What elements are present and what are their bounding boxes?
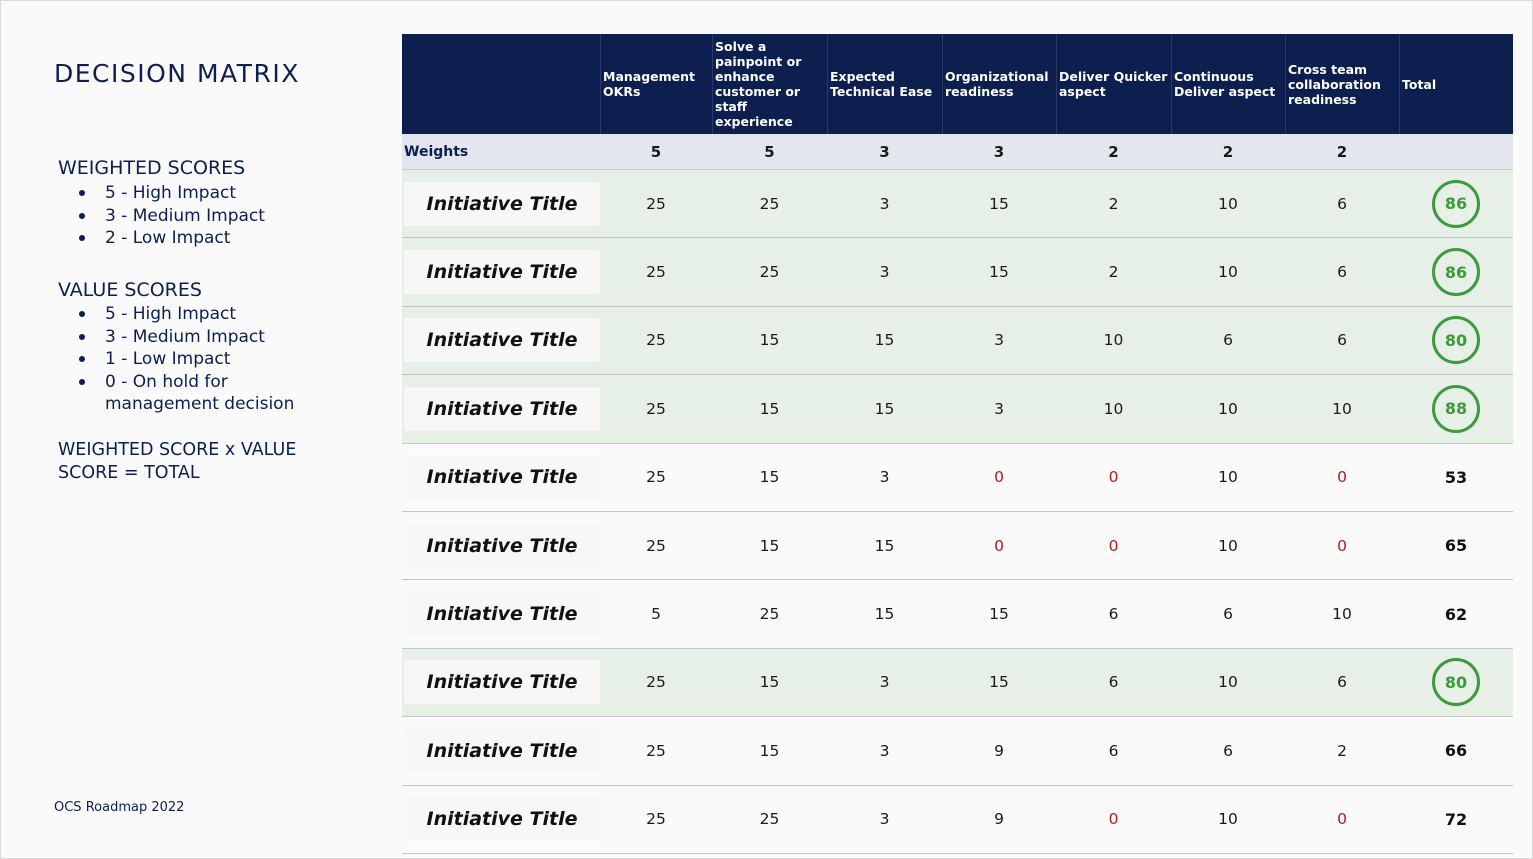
weight-value: 3 [879, 142, 890, 161]
total-cell [1399, 717, 1513, 784]
score-cell: 15 [874, 331, 895, 350]
list-item: 3 - Medium Impact [77, 326, 317, 349]
total-value: 72 [1444, 809, 1468, 829]
score-cell: 9 [994, 741, 1004, 760]
score-cell: 6 [1223, 741, 1233, 760]
footer-text: OCS Roadmap 2022 [54, 800, 185, 815]
score-cell: 10 [1218, 263, 1238, 282]
score-cell: 25 [646, 536, 666, 555]
list-item: 5 - High Impact [77, 182, 265, 205]
score-cell: 15 [989, 263, 1009, 282]
initiative-title: Initiative Title [404, 455, 600, 499]
score-cell: 25 [759, 263, 780, 282]
total-cell [1399, 580, 1513, 647]
initiative-cell [402, 307, 600, 374]
table-row [402, 580, 1513, 648]
column-header: Organizational readiness [942, 34, 1056, 134]
table-row [402, 444, 1513, 512]
score-cell: 0 [1337, 536, 1347, 555]
score-cell: 25 [759, 605, 780, 624]
score-cell: 10 [1218, 399, 1238, 418]
table-row [402, 512, 1513, 580]
column-header: Cross team collaboration readiness [1285, 34, 1399, 134]
score-cell: 25 [646, 399, 666, 418]
table-row [402, 649, 1513, 717]
list-item: 2 - Low Impact [77, 227, 265, 250]
weight-value: 2 [1336, 142, 1348, 161]
score-cell: 10 [1218, 194, 1238, 213]
total-badge: 88 [1432, 385, 1480, 433]
table-row [402, 307, 1513, 375]
score-cell: 3 [994, 399, 1004, 418]
score-cell: 3 [879, 810, 890, 829]
score-cell: 15 [874, 399, 895, 418]
score-cell: 3 [879, 673, 890, 692]
table-body [402, 170, 1513, 854]
total-cell [1399, 649, 1513, 716]
score-cell: 9 [994, 810, 1004, 829]
score-cell: 10 [1218, 536, 1238, 555]
score-cell: 15 [759, 468, 780, 487]
total-badge: 86 [1432, 180, 1480, 228]
decision-matrix-table [402, 34, 1513, 854]
initiative-title: Initiative Title [404, 729, 600, 773]
score-cell: 5 [651, 605, 661, 624]
score-cell: 0 [1337, 468, 1347, 487]
score-cell: 2 [1108, 263, 1119, 282]
table-row [402, 238, 1513, 306]
initiative-title: Initiative Title [404, 797, 600, 841]
initiative-cell [402, 580, 600, 647]
weight-value: 3 [993, 142, 1005, 161]
score-cell: 3 [879, 468, 890, 487]
score-cell: 15 [759, 741, 780, 760]
initiative-cell [402, 649, 600, 716]
score-cell: 15 [989, 194, 1009, 213]
score-cell: 3 [994, 331, 1004, 350]
score-cell: 10 [1103, 331, 1124, 350]
initiative-title: Initiative Title [404, 387, 600, 431]
table-row [402, 170, 1513, 238]
table-header-row [402, 34, 1513, 134]
score-cell: 2 [1337, 741, 1347, 760]
score-cell: 3 [879, 194, 890, 213]
score-cell: 6 [1108, 673, 1119, 692]
table-row [402, 786, 1513, 854]
initiative-cell [402, 375, 600, 442]
score-cell: 25 [646, 194, 666, 213]
score-cell: 10 [1332, 605, 1352, 624]
total-cell [1399, 444, 1513, 511]
initiative-title: Initiative Title [404, 182, 600, 226]
score-cell: 0 [994, 468, 1004, 487]
score-cell: 6 [1223, 331, 1233, 350]
page-title: DECISION MATRIX [54, 59, 300, 88]
score-cell: 25 [646, 810, 666, 829]
total-value: 53 [1444, 467, 1468, 487]
total-value: 66 [1444, 741, 1468, 761]
initiative-title: Initiative Title [404, 524, 600, 568]
score-cell: 10 [1218, 673, 1238, 692]
column-header: Deliver Quicker aspect [1056, 34, 1171, 134]
score-cell: 15 [989, 605, 1009, 624]
score-cell: 0 [1108, 810, 1119, 829]
initiative-cell [402, 238, 600, 305]
score-cell: 10 [1218, 468, 1238, 487]
score-cell: 0 [994, 536, 1004, 555]
total-cell [1399, 786, 1513, 853]
column-header: Total [1399, 34, 1513, 134]
initiative-title: Initiative Title [404, 250, 600, 294]
score-cell: 0 [1337, 810, 1347, 829]
score-cell: 25 [646, 331, 666, 350]
score-cell: 6 [1337, 331, 1347, 350]
list-item: 3 - Medium Impact [77, 205, 265, 228]
total-badge: 80 [1432, 316, 1480, 364]
score-cell: 0 [1108, 468, 1119, 487]
score-cell: 15 [759, 399, 780, 418]
weight-value: 2 [1108, 142, 1119, 161]
initiative-title: Initiative Title [404, 318, 600, 362]
score-cell: 6 [1337, 263, 1347, 282]
score-cell: 15 [759, 331, 780, 350]
list-item: 1 - Low Impact [77, 348, 317, 371]
score-cell: 25 [759, 810, 780, 829]
value-scores-list [77, 303, 317, 416]
score-cell: 15 [989, 673, 1009, 692]
list-item: 5 - High Impact [77, 303, 317, 326]
weights-label: Weights [404, 143, 469, 160]
total-cell [1399, 170, 1513, 237]
score-cell: 10 [1332, 399, 1352, 418]
total-value: 65 [1444, 536, 1468, 556]
initiative-cell [402, 444, 600, 511]
total-cell [1399, 375, 1513, 442]
value-scores-heading: VALUE SCORES [58, 279, 202, 301]
score-cell: 10 [1218, 810, 1238, 829]
column-header: Solve a painpoint or enhance customer or staff experience [712, 34, 827, 134]
score-cell: 15 [874, 536, 895, 555]
column-header [402, 34, 600, 134]
weight-value: 2 [1222, 142, 1234, 161]
weight-value: 5 [764, 142, 775, 161]
score-cell: 6 [1223, 605, 1233, 624]
score-cell: 6 [1337, 673, 1347, 692]
formula-text: WEIGHTED SCORE x VALUE SCORE = TOTAL [58, 440, 297, 483]
score-cell: 6 [1108, 741, 1119, 760]
total-badge: 80 [1432, 658, 1480, 706]
total-cell [1399, 307, 1513, 374]
total-badge: 86 [1432, 248, 1480, 296]
initiative-title: Initiative Title [404, 660, 600, 704]
weights-row [402, 134, 1513, 170]
score-cell: 6 [1108, 605, 1119, 624]
column-header: Expected Technical Ease [827, 34, 942, 134]
list-item: 0 - On hold for management decision [77, 371, 317, 416]
score-cell: 3 [879, 741, 890, 760]
score-cell: 25 [646, 673, 666, 692]
weight-value: 5 [650, 142, 662, 161]
score-cell: 2 [1108, 194, 1119, 213]
initiative-cell [402, 717, 600, 784]
total-value: 62 [1444, 604, 1468, 624]
total-cell [1399, 238, 1513, 305]
weighted-scores-heading: WEIGHTED SCORES [58, 157, 246, 179]
score-cell: 15 [874, 605, 895, 624]
table-row [402, 717, 1513, 785]
initiative-cell [402, 170, 600, 237]
weighted-scores-list [77, 182, 265, 250]
score-cell: 25 [646, 468, 666, 487]
score-cell: 15 [759, 536, 780, 555]
score-cell: 25 [646, 263, 666, 282]
score-cell: 25 [759, 194, 780, 213]
initiative-cell [402, 512, 600, 579]
table-row [402, 375, 1513, 443]
score-cell: 0 [1108, 536, 1119, 555]
column-header: Management OKRs [600, 34, 712, 134]
score-cell: 15 [759, 673, 780, 692]
score-cell: 25 [646, 741, 666, 760]
total-cell [1399, 512, 1513, 579]
score-cell: 10 [1103, 399, 1124, 418]
initiative-title: Initiative Title [404, 592, 600, 636]
score-cell: 3 [879, 263, 890, 282]
initiative-cell [402, 786, 600, 853]
score-cell: 6 [1337, 194, 1347, 213]
column-header: Continuous Deliver aspect [1171, 34, 1285, 134]
weight-value [1399, 134, 1513, 169]
